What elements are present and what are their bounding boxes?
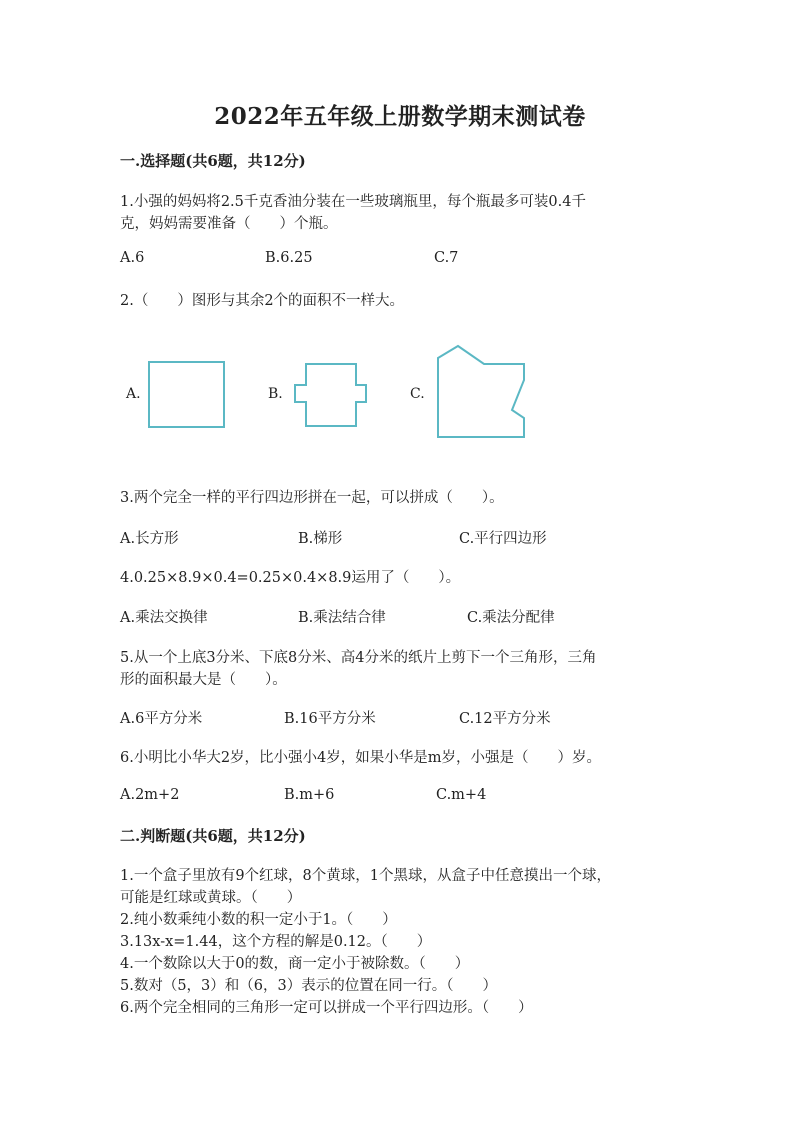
question-1-text-cont: 克，妈妈需要准备（ ）个瓶。 <box>120 216 338 232</box>
q3-option-c: C.平行四边形 <box>459 531 547 547</box>
q6-option-c: C.m+4 <box>436 787 487 803</box>
q5-option-a: A.6平方分米 <box>120 711 203 727</box>
judgement-item: 1.一个盒子里放有9个红球，8个黄球，1个黑球，从盒子中任意摸出一个球， <box>120 868 612 884</box>
question-3-text: 3.两个完全一样的平行四边形拼在一起，可以拼成（ ）。 <box>120 490 504 506</box>
judgement-item: 4.一个数除以大于0的数，商一定小于被除数。（ ） <box>120 956 470 972</box>
q5-option-c: C.12平方分米 <box>459 711 551 727</box>
q4-option-a: A.乘法交换律 <box>120 610 208 626</box>
judgement-item: 2.纯小数乘纯小数的积一定小于1。（ ） <box>120 912 397 928</box>
question-6-text: 6.小明比小华大2岁，比小强小4岁，如果小华是m岁，小强是（ ）岁。 <box>120 750 602 766</box>
q1-option-a: A.6 <box>120 250 145 266</box>
question-2-text: 2.（ ）图形与其余2个的面积不一样大。 <box>120 293 405 309</box>
judgement-item: 可能是红球或黄球。（ ） <box>120 890 302 906</box>
section-heading-judgement: 二.判断题(共6题，共12分) <box>120 827 306 845</box>
page-title: 2022年五年级上册数学期末测试卷 <box>214 103 586 130</box>
figure-c-irregular-shape <box>438 346 524 437</box>
figure-a-rectangle <box>149 362 224 427</box>
q4-option-c: C.乘法分配律 <box>467 610 555 626</box>
q6-option-a: A.2m+2 <box>120 787 180 803</box>
figure-label-a: A. <box>126 386 141 402</box>
q2-figures <box>140 340 540 450</box>
question-1-text: 1.小强的妈妈将2.5千克香油分装在一些玻璃瓶里，每个瓶最多可装0.4千 <box>120 194 586 210</box>
section-heading-choice: 一.选择题(共6题，共12分) <box>120 152 306 170</box>
judgement-item: 6.两个完全相同的三角形一定可以拼成一个平行四边形。（ ） <box>120 1000 533 1016</box>
question-5-text-cont: 形的面积最大是（ ）。 <box>120 672 287 688</box>
judgement-item: 5.数对（5，3）和（6，3）表示的位置在同一行。（ ） <box>120 978 497 994</box>
q6-option-b: B.m+6 <box>284 787 335 803</box>
question-4-text: 4.0.25×8.9×0.4=0.25×0.4×8.9运用了（ ）。 <box>120 570 461 586</box>
q1-option-b: B.6.25 <box>265 250 313 266</box>
judgement-item: 3.13x-x=1.44，这个方程的解是0.12。（ ） <box>120 934 432 950</box>
q1-option-c: C.7 <box>434 250 459 266</box>
figure-b-notched-shape <box>295 364 366 426</box>
q4-option-b: B.乘法结合律 <box>298 610 386 626</box>
q3-option-b: B.梯形 <box>298 531 343 547</box>
q3-option-a: A.长方形 <box>120 531 179 547</box>
figure-label-b: B. <box>268 386 283 402</box>
figure-label-c: C. <box>410 386 425 402</box>
q5-option-b: B.16平方分米 <box>284 711 376 727</box>
question-5-text: 5.从一个上底3分米、下底8分米、高4分米的纸片上剪下一个三角形，三角 <box>120 650 597 666</box>
